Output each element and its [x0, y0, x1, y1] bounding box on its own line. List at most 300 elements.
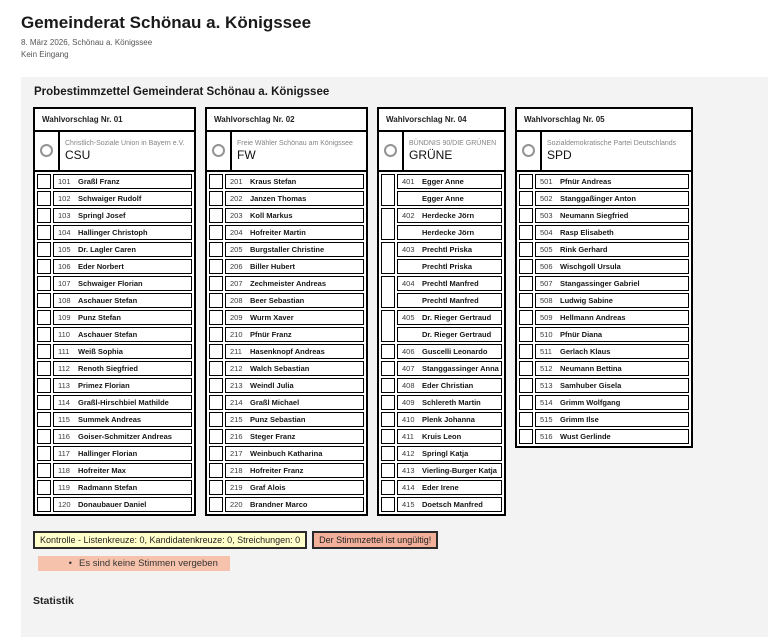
candidate-name: Gerlach Klaus [560, 346, 611, 356]
vote-checkbox-cell[interactable] [381, 463, 395, 478]
candidate-table [379, 172, 504, 514]
candidate-name: Prechtl Priska [422, 244, 473, 254]
candidate-cell[interactable] [53, 225, 192, 240]
vote-checkbox-cell[interactable] [209, 310, 223, 325]
candidate-cell[interactable] [225, 208, 364, 223]
ballot-title: Probestimmzettel Gemeinderat Schönau a. Königssee [34, 85, 330, 98]
vote-checkbox-cell[interactable] [519, 395, 533, 410]
party-short-name: FW [237, 148, 256, 163]
candidate-row [519, 310, 689, 325]
candidate-cell[interactable] [535, 208, 689, 223]
candidate-cell[interactable] [225, 259, 364, 274]
list-vote-circle-icon[interactable] [40, 144, 53, 157]
vote-checkbox-cell[interactable] [519, 259, 533, 274]
vote-checkbox-cell[interactable] [519, 276, 533, 291]
vote-checkbox-cell[interactable] [37, 327, 51, 342]
vote-checkbox-cell[interactable] [37, 259, 51, 274]
vote-checkbox-cell[interactable] [209, 378, 223, 393]
vote-checkbox-cell[interactable] [209, 174, 223, 189]
candidate-name: Kraus Stefan [250, 176, 297, 186]
candidate-cell[interactable] [225, 191, 364, 206]
vote-checkbox-cell[interactable] [381, 412, 395, 427]
candidate-name: Radmann Stefan [78, 482, 138, 492]
candidate-cell[interactable] [535, 395, 689, 410]
candidate-cell[interactable] [535, 310, 689, 325]
candidate-cell[interactable] [397, 378, 502, 393]
party-names [542, 132, 680, 170]
vote-checkbox-cell[interactable] [209, 361, 223, 376]
candidate-cell[interactable] [535, 276, 689, 291]
candidate-cell[interactable] [397, 463, 502, 478]
candidate-name: Goiser-Schmitzer Andreas [78, 431, 172, 441]
candidate-cell[interactable] [225, 225, 364, 240]
candidate-name: Brandner Marco [250, 499, 308, 509]
list-vote-circle-icon[interactable] [384, 144, 397, 157]
candidate-number: 212 [230, 363, 243, 373]
candidate-row [381, 395, 502, 410]
candidate-row [209, 191, 364, 206]
candidate-cell[interactable] [53, 310, 192, 325]
candidate-cell[interactable] [397, 191, 502, 206]
candidate-row [381, 310, 502, 325]
candidate-cell[interactable] [397, 446, 502, 461]
party-short-name: CSU [65, 148, 91, 163]
candidate-cell[interactable] [397, 225, 502, 240]
candidate-name: Schwaiger Rudolf [78, 193, 142, 203]
candidate-row [209, 446, 364, 461]
vote-checkbox-cell[interactable] [209, 497, 223, 512]
vote-checkbox-cell[interactable] [519, 242, 533, 257]
candidate-row [381, 412, 502, 427]
party-short-name: SPD [547, 148, 572, 163]
candidate-row [519, 225, 689, 240]
candidate-cell[interactable] [53, 378, 192, 393]
vote-checkbox-cell[interactable] [519, 225, 533, 240]
candidate-name: Pfnür Diana [560, 329, 603, 339]
candidate-cell[interactable] [535, 378, 689, 393]
candidate-row [381, 242, 502, 257]
candidate-row [209, 293, 364, 308]
party-long-name: BÜNDNIS 90/DIE GRÜNEN [409, 140, 497, 148]
bullet-icon: • [68, 557, 72, 569]
party-names [232, 132, 357, 170]
candidate-cell[interactable] [225, 327, 364, 342]
candidate-name: Neumann Bettina [560, 363, 622, 373]
vote-checkbox-cell[interactable] [209, 446, 223, 461]
vote-checkbox-cell[interactable] [381, 344, 395, 359]
candidate-cell[interactable] [397, 242, 502, 257]
candidate-number: 103 [58, 210, 71, 220]
candidate-cell[interactable] [397, 412, 502, 427]
vote-checkbox-cell[interactable] [37, 480, 51, 495]
candidate-name: Neumann Siegfried [560, 210, 629, 220]
vote-checkbox-cell[interactable] [37, 361, 51, 376]
candidate-cell[interactable] [225, 361, 364, 376]
candidate-name: Koll Markus [250, 210, 293, 220]
candidate-row [37, 463, 192, 478]
candidate-table [35, 172, 194, 514]
vote-checkbox-cell[interactable] [209, 344, 223, 359]
candidate-number: 507 [540, 278, 553, 288]
vote-checkbox-cell[interactable] [209, 429, 223, 444]
candidate-row [37, 344, 192, 359]
vote-checkbox-cell[interactable] [381, 361, 395, 376]
candidate-name: Ludwig Sabine [560, 295, 613, 305]
vote-checkbox-cell[interactable] [37, 242, 51, 257]
candidate-row [37, 361, 192, 376]
candidate-name: Graßl-Hirschbiel Mathilde [78, 397, 169, 407]
candidate-cell[interactable] [53, 395, 192, 410]
candidate-cell[interactable] [53, 497, 192, 512]
page-header [0, 0, 768, 62]
statistik-heading: Statistik [33, 594, 74, 607]
candidate-name: Hallinger Christoph [78, 227, 148, 237]
candidate-row [37, 208, 192, 223]
candidate-cell[interactable] [397, 361, 502, 376]
invalid-ballot-box: Der Stimmzettel ist ungültig! [312, 531, 438, 549]
candidate-number: 513 [540, 380, 553, 390]
candidate-number: 104 [58, 227, 71, 237]
candidate-number: 218 [230, 465, 243, 475]
vote-checkbox-cell[interactable] [209, 327, 223, 342]
vote-checkbox-cell[interactable] [209, 276, 223, 291]
candidate-number: 512 [540, 363, 553, 373]
candidate-name: Vierling-Burger Katja [422, 465, 497, 475]
vote-checkbox-cell[interactable] [519, 293, 533, 308]
candidate-number: 118 [58, 465, 70, 475]
candidate-cell[interactable] [225, 463, 364, 478]
candidate-name: Hasenknopf Andreas [250, 346, 325, 356]
candidate-cell[interactable] [535, 259, 689, 274]
candidate-row [37, 480, 192, 495]
vote-checkbox-cell[interactable] [519, 429, 533, 444]
candidate-row [209, 395, 364, 410]
candidate-name: Graf Alois [250, 482, 286, 492]
candidate-name: Wischgoll Ursula [560, 261, 621, 271]
candidate-cell[interactable] [535, 225, 689, 240]
candidate-number: 115 [58, 414, 70, 424]
candidate-name: Eder Christian [422, 380, 474, 390]
candidate-number: 202 [230, 193, 243, 203]
candidate-cell[interactable] [53, 242, 192, 257]
candidate-row [209, 378, 364, 393]
ballot-column [205, 107, 368, 516]
vote-checkbox-cell[interactable] [519, 344, 533, 359]
candidate-row [209, 497, 364, 512]
candidate-name: Prechtl Priska [422, 261, 473, 271]
candidate-name: Hellmann Andreas [560, 312, 626, 322]
candidate-name: Biller Hubert [250, 261, 296, 271]
candidate-row [209, 429, 364, 444]
candidate-name: Eder Irene [422, 482, 459, 492]
candidate-cell[interactable] [225, 174, 364, 189]
candidate-number: 407 [402, 363, 415, 373]
candidate-cell[interactable] [53, 276, 192, 291]
candidate-name: Hofreiter Franz [250, 465, 304, 475]
candidate-row [37, 497, 192, 512]
candidate-row [209, 259, 364, 274]
vote-checkbox-cell[interactable] [519, 174, 533, 189]
candidate-name: Pfnür Franz [250, 329, 292, 339]
candidate-name: Prechtl Manfred [422, 295, 479, 305]
candidate-cell[interactable] [225, 395, 364, 410]
candidate-number: 405 [402, 312, 415, 322]
vote-checkbox-cell[interactable] [37, 208, 51, 223]
candidate-name: Renoth Siegfried [78, 363, 139, 373]
candidate-cell[interactable] [397, 344, 502, 359]
wahlvorschlag-header: Wahlvorschlag Nr. 04 [379, 109, 504, 132]
candidate-cell[interactable] [225, 480, 364, 495]
candidate-row [209, 361, 364, 376]
vote-checkbox-cell[interactable] [209, 242, 223, 257]
vote-checkbox-cell[interactable] [37, 344, 51, 359]
vote-checkbox-cell[interactable] [381, 174, 395, 206]
vote-checkbox-cell[interactable] [209, 293, 223, 308]
candidate-number: 502 [540, 193, 553, 203]
candidate-name: Dr. Lagler Caren [78, 244, 136, 254]
candidate-name: Guscelli Leonardo [422, 346, 488, 356]
candidate-row [381, 429, 502, 444]
candidate-row [209, 208, 364, 223]
candidate-name: Grimm Wolfgang [560, 397, 621, 407]
candidate-row [381, 293, 502, 308]
candidate-cell[interactable] [225, 293, 364, 308]
candidate-row [381, 497, 502, 512]
candidate-number: 214 [230, 397, 243, 407]
candidate-row [37, 225, 192, 240]
candidate-cell[interactable] [535, 361, 689, 376]
candidate-row [37, 378, 192, 393]
candidate-cell[interactable] [225, 378, 364, 393]
candidate-name: Dr. Rieger Gertraud [422, 312, 492, 322]
candidate-name: Wurm Xaver [250, 312, 294, 322]
vote-checkbox-cell[interactable] [37, 293, 51, 308]
candidate-row [519, 429, 689, 444]
candidate-cell[interactable] [397, 327, 502, 342]
wahlvorschlag-header: Wahlvorschlag Nr. 05 [517, 109, 691, 132]
candidate-cell[interactable] [53, 208, 192, 223]
candidate-number: 208 [230, 295, 243, 305]
vote-checkbox-cell[interactable] [519, 310, 533, 325]
candidate-row [37, 242, 192, 257]
candidate-row [37, 429, 192, 444]
vote-checkbox-cell[interactable] [381, 446, 395, 461]
candidate-number: 209 [230, 312, 243, 322]
candidate-number: 503 [540, 210, 553, 220]
candidate-name: Plenk Johanna [422, 414, 475, 424]
candidate-cell[interactable] [535, 412, 689, 427]
candidate-row [37, 259, 192, 274]
vote-checkbox-cell[interactable] [381, 378, 395, 393]
vote-checkbox-cell[interactable] [381, 429, 395, 444]
list-vote-circle-icon[interactable] [522, 144, 535, 157]
kontrolle-box: Kontrolle - Listenkreuze: 0, Kandidatenkreuze: 0, Streichungen: 0 [33, 531, 307, 549]
candidate-cell[interactable] [53, 327, 192, 342]
candidate-cell[interactable] [225, 344, 364, 359]
list-vote-circle-cell[interactable] [35, 132, 60, 170]
vote-checkbox-cell[interactable] [381, 242, 395, 274]
candidate-cell[interactable] [397, 310, 502, 325]
candidate-cell[interactable] [53, 293, 192, 308]
candidate-cell[interactable] [225, 276, 364, 291]
candidate-cell[interactable] [53, 259, 192, 274]
candidate-cell[interactable] [53, 480, 192, 495]
candidate-name: Stanggassinger Anna [422, 363, 499, 373]
candidate-name: Primez Florian [78, 380, 130, 390]
vote-checkbox-cell[interactable] [37, 463, 51, 478]
candidate-row [519, 293, 689, 308]
candidate-cell[interactable] [53, 191, 192, 206]
candidate-name: Pfnür Andreas [560, 176, 612, 186]
candidate-number: 113 [58, 380, 70, 390]
candidate-name: Rasp Elisabeth [560, 227, 614, 237]
candidate-number: 401 [402, 176, 415, 186]
candidate-name: Samhuber Gisela [560, 380, 622, 390]
vote-checkbox-cell[interactable] [37, 412, 51, 427]
vote-checkbox-cell[interactable] [209, 208, 223, 223]
vote-checkbox-cell[interactable] [209, 259, 223, 274]
candidate-number: 510 [540, 329, 553, 339]
candidate-cell[interactable] [225, 497, 364, 512]
vote-checkbox-cell[interactable] [37, 378, 51, 393]
vote-checkbox-cell[interactable] [381, 310, 395, 342]
candidate-cell[interactable] [535, 174, 689, 189]
list-vote-circle-cell[interactable] [207, 132, 232, 170]
candidate-cell[interactable] [397, 208, 502, 223]
vote-checkbox-cell[interactable] [381, 276, 395, 308]
candidate-cell[interactable] [53, 412, 192, 427]
no-votes-note-text: Es sind keine Stimmen vergeben [79, 557, 218, 569]
candidate-row [37, 191, 192, 206]
candidate-row [519, 412, 689, 427]
candidate-number: 506 [540, 261, 553, 271]
candidate-number: 116 [58, 431, 70, 441]
vote-checkbox-cell[interactable] [37, 310, 51, 325]
vote-checkbox-cell[interactable] [209, 395, 223, 410]
candidate-number: 114 [58, 397, 70, 407]
candidate-row [519, 378, 689, 393]
candidate-row [37, 174, 192, 189]
candidate-cell[interactable] [397, 293, 502, 308]
candidate-number: 410 [402, 414, 415, 424]
list-vote-circle-cell[interactable] [379, 132, 404, 170]
candidate-row [209, 412, 364, 427]
candidate-cell[interactable] [225, 310, 364, 325]
vote-checkbox-cell[interactable] [209, 412, 223, 427]
vote-checkbox-cell[interactable] [37, 429, 51, 444]
candidate-row [37, 276, 192, 291]
vote-checkbox-cell[interactable] [519, 191, 533, 206]
vote-checkbox-cell[interactable] [381, 395, 395, 410]
candidate-row [381, 378, 502, 393]
candidate-row [381, 480, 502, 495]
candidate-number: 511 [540, 346, 552, 356]
candidate-cell[interactable] [53, 174, 192, 189]
candidate-row [381, 191, 502, 206]
vote-checkbox-cell[interactable] [519, 208, 533, 223]
candidate-name: Herdecke Jörn [422, 210, 475, 220]
candidate-cell[interactable] [225, 242, 364, 257]
candidate-name: Punz Sebastian [250, 414, 306, 424]
vote-checkbox-cell[interactable] [381, 497, 395, 512]
candidate-row [519, 208, 689, 223]
candidate-cell[interactable] [225, 412, 364, 427]
candidate-cell[interactable] [225, 429, 364, 444]
vote-checkbox-cell[interactable] [37, 174, 51, 189]
candidate-cell[interactable] [535, 327, 689, 342]
vote-checkbox-cell[interactable] [37, 497, 51, 512]
candidate-row [519, 395, 689, 410]
vote-checkbox-cell[interactable] [209, 480, 223, 495]
vote-checkbox-cell[interactable] [209, 463, 223, 478]
candidate-name: Schwaiger Florian [78, 278, 143, 288]
candidate-cell[interactable] [397, 259, 502, 274]
vote-checkbox-cell[interactable] [519, 327, 533, 342]
vote-checkbox-cell[interactable] [37, 446, 51, 461]
candidate-number: 217 [230, 448, 243, 458]
candidate-cell[interactable] [397, 497, 502, 512]
ballot-column [515, 107, 693, 448]
candidate-row [209, 310, 364, 325]
vote-checkbox-cell[interactable] [37, 276, 51, 291]
candidate-cell[interactable] [397, 174, 502, 189]
candidate-cell[interactable] [535, 344, 689, 359]
candidate-number: 408 [402, 380, 415, 390]
candidate-cell[interactable] [535, 191, 689, 206]
list-vote-circle-cell[interactable] [517, 132, 542, 170]
vote-checkbox-cell[interactable] [209, 191, 223, 206]
candidate-name: Stangassinger Gabriel [560, 278, 640, 288]
vote-checkbox-cell[interactable] [209, 225, 223, 240]
page-title: Gemeinderat Schönau a. Königssee [21, 13, 312, 32]
candidate-name: Janzen Thomas [250, 193, 307, 203]
party-names [60, 132, 189, 170]
candidate-number: 508 [540, 295, 553, 305]
candidate-number: 220 [230, 499, 243, 509]
candidate-number: 201 [230, 176, 243, 186]
candidate-cell[interactable] [397, 395, 502, 410]
candidate-name: Kruis Leon [422, 431, 462, 441]
candidate-cell[interactable] [53, 463, 192, 478]
candidate-cell[interactable] [225, 446, 364, 461]
candidate-cell[interactable] [397, 429, 502, 444]
party-long-name: Sozialdemokratische Partei Deutschlands [547, 140, 677, 148]
candidate-number: 412 [402, 448, 415, 458]
list-vote-circle-icon[interactable] [212, 144, 225, 157]
candidate-cell[interactable] [53, 429, 192, 444]
candidate-row [519, 174, 689, 189]
candidate-cell[interactable] [535, 293, 689, 308]
vote-checkbox-cell[interactable] [37, 225, 51, 240]
vote-checkbox-cell[interactable] [519, 378, 533, 393]
candidate-name: Hallinger Florian [78, 448, 138, 458]
vote-checkbox-cell[interactable] [37, 395, 51, 410]
vote-checkbox-cell[interactable] [37, 191, 51, 206]
vote-checkbox-cell[interactable] [381, 208, 395, 240]
vote-checkbox-cell[interactable] [519, 361, 533, 376]
candidate-number: 515 [540, 414, 553, 424]
candidate-cell[interactable] [535, 429, 689, 444]
candidate-cell[interactable] [53, 361, 192, 376]
candidate-cell[interactable] [53, 446, 192, 461]
candidate-cell[interactable] [397, 480, 502, 495]
vote-checkbox-cell[interactable] [381, 480, 395, 495]
candidate-number: 110 [58, 329, 70, 339]
candidate-cell[interactable] [53, 344, 192, 359]
candidate-cell[interactable] [535, 242, 689, 257]
vote-checkbox-cell[interactable] [519, 412, 533, 427]
candidate-cell[interactable] [397, 276, 502, 291]
